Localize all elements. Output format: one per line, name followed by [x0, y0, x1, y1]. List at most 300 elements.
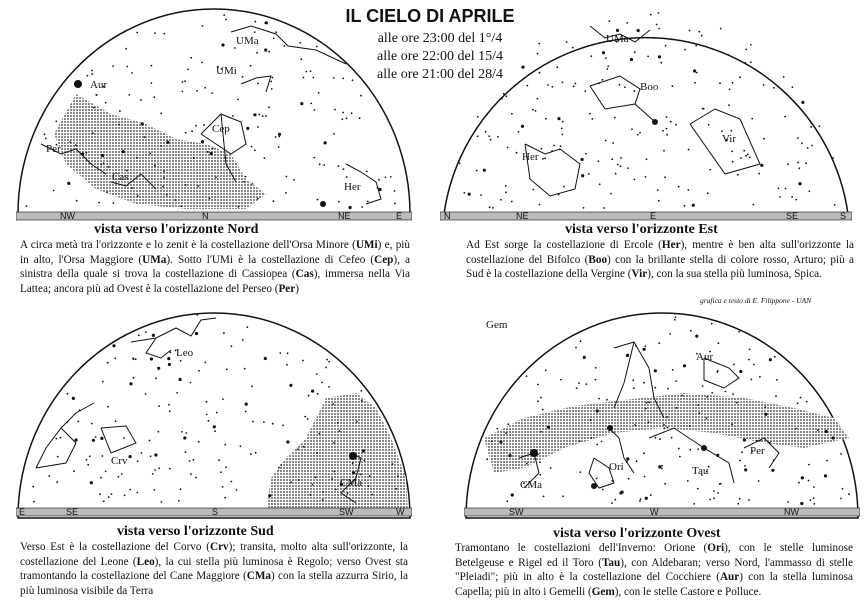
star [693, 503, 695, 505]
star [185, 184, 187, 186]
title-sud: vista verso l'orizzonte Sud [117, 524, 274, 539]
star [539, 72, 541, 74]
star [204, 87, 206, 89]
star [275, 136, 277, 138]
star [736, 402, 738, 404]
star [648, 421, 650, 423]
star [599, 183, 601, 185]
star [506, 95, 508, 97]
star [346, 117, 348, 119]
star [595, 379, 597, 381]
star [539, 474, 541, 476]
text-est: Ad Est sorge la costellazione di Ercole (Her), mentre è ben alta sull'orizzonte la costellazione del Bifolco (Boo) con la brillante stella di colore rosso, Arturo; più a Sud è la costellazione della Vergine (Vir), con la sua stella più luminosa, Spica. [466, 239, 854, 280]
star [378, 179, 380, 181]
star [619, 84, 621, 86]
star [293, 179, 295, 181]
star [663, 150, 665, 152]
star [102, 455, 104, 457]
star [678, 448, 680, 450]
star [346, 176, 348, 178]
star [684, 205, 686, 207]
star [26, 205, 28, 207]
star [624, 86, 626, 88]
star [286, 364, 288, 366]
star [648, 402, 650, 404]
star [585, 153, 587, 155]
star [477, 135, 479, 137]
star [182, 91, 184, 93]
star [317, 393, 319, 395]
star [687, 189, 689, 191]
star [367, 201, 369, 203]
star [140, 99, 142, 101]
star [201, 140, 204, 143]
star [798, 182, 801, 185]
star [263, 421, 265, 423]
star [137, 195, 139, 197]
star [106, 191, 108, 193]
star [137, 460, 139, 462]
star [601, 441, 603, 443]
star [639, 132, 641, 134]
star [589, 113, 591, 115]
star [76, 200, 78, 202]
star [753, 204, 755, 206]
star [67, 393, 69, 395]
star [258, 114, 260, 116]
star [665, 45, 667, 47]
star [254, 31, 256, 33]
star [614, 117, 616, 119]
star [342, 112, 344, 114]
star [176, 392, 178, 394]
star [87, 464, 89, 466]
star [695, 45, 697, 47]
star [271, 88, 273, 90]
star [632, 379, 634, 381]
star [718, 342, 720, 344]
star [163, 177, 165, 179]
star [643, 348, 646, 351]
star [658, 28, 660, 30]
star [542, 409, 544, 411]
star [252, 421, 254, 423]
star [361, 206, 363, 208]
star [270, 81, 272, 83]
star [360, 390, 362, 392]
star [644, 476, 646, 478]
star [136, 32, 138, 34]
star [164, 33, 166, 35]
star [246, 127, 249, 130]
star [808, 480, 810, 482]
star [268, 106, 270, 108]
star [679, 456, 681, 458]
star [832, 157, 834, 159]
star [732, 393, 734, 395]
star [620, 157, 622, 159]
star [257, 126, 259, 128]
star [240, 445, 242, 447]
star [203, 124, 205, 126]
star [69, 141, 71, 143]
star [187, 69, 189, 71]
star [397, 475, 399, 477]
star [526, 463, 528, 465]
star [289, 384, 292, 387]
dir-s: S [212, 507, 219, 517]
star [684, 49, 686, 51]
star [56, 481, 58, 483]
star [643, 382, 645, 384]
dir-ne: NE [516, 211, 529, 221]
star [692, 204, 695, 207]
star [93, 107, 95, 109]
star [654, 387, 656, 389]
star [133, 377, 135, 379]
star [362, 449, 365, 452]
star [114, 357, 116, 359]
star [215, 177, 217, 179]
star [658, 200, 660, 202]
star [738, 331, 740, 333]
star [544, 157, 546, 159]
star [211, 92, 213, 94]
star [575, 83, 577, 85]
star [500, 199, 502, 201]
star [801, 142, 803, 144]
star [182, 81, 184, 83]
star [102, 381, 104, 383]
star [595, 367, 597, 369]
star [795, 199, 797, 201]
star [817, 429, 819, 431]
star [180, 205, 182, 207]
star [579, 471, 581, 473]
star [539, 461, 541, 463]
star [603, 207, 605, 209]
star [141, 122, 144, 125]
star [338, 165, 340, 167]
star [560, 379, 562, 381]
star [743, 438, 746, 441]
star [616, 29, 619, 32]
star [318, 433, 320, 435]
star [631, 128, 633, 130]
star [101, 164, 103, 166]
star [468, 193, 471, 196]
text-sud: Verso Est è la costellazione del Corvo (Crv); transita, molto alta sull'orizzonte, la costellazione del Leone (Leo), la cui stella più luminosa è Regolo; verso Ovest sta tramontando la costellazione del Cane Maggiore (CMa) con la stella azzurra Sirio, la più luminosa visibile da Terra [20, 541, 408, 597]
star [719, 82, 721, 84]
star [537, 98, 539, 100]
star [152, 473, 154, 475]
star [272, 77, 274, 79]
star [779, 196, 781, 198]
star [145, 393, 147, 395]
star [334, 109, 336, 111]
time-1: alle ore 23:00 del 1°/4 [377, 31, 503, 46]
star [238, 206, 240, 208]
star [646, 158, 648, 160]
star [312, 484, 314, 486]
star [747, 154, 749, 156]
star [545, 369, 547, 371]
star [658, 465, 661, 468]
star [33, 501, 35, 503]
star [152, 334, 155, 337]
star [155, 377, 157, 379]
star [225, 466, 227, 468]
star [658, 55, 661, 58]
star [242, 339, 244, 341]
star [246, 326, 248, 328]
star [326, 359, 328, 361]
label-leo: Leo [176, 347, 194, 359]
star [806, 401, 808, 403]
star [89, 455, 91, 457]
star [588, 173, 590, 175]
star [394, 190, 396, 192]
star [764, 406, 766, 408]
star [764, 413, 767, 416]
star [713, 490, 715, 492]
star [611, 502, 613, 504]
star [707, 192, 709, 194]
star [557, 117, 560, 120]
star [196, 314, 198, 316]
star [210, 152, 213, 155]
star [352, 462, 354, 464]
star [532, 189, 534, 191]
star [675, 380, 677, 382]
star [190, 473, 192, 475]
star [511, 113, 513, 115]
star [676, 407, 678, 409]
star [195, 332, 198, 335]
star [96, 94, 98, 96]
star [607, 68, 609, 70]
star [783, 76, 785, 78]
star [151, 82, 153, 84]
star [798, 167, 800, 169]
star [315, 477, 317, 479]
star [739, 370, 742, 373]
star [602, 51, 605, 54]
star [105, 471, 107, 473]
star [637, 134, 639, 136]
star [302, 360, 304, 362]
star [234, 47, 236, 49]
star [537, 400, 539, 402]
star [150, 455, 152, 457]
star [672, 369, 674, 371]
label-uma: UMa [606, 33, 629, 45]
time-3: alle ore 21:00 del 28/4 [377, 67, 503, 82]
star [670, 121, 672, 123]
star [562, 495, 564, 497]
star [666, 128, 668, 130]
star [226, 368, 228, 370]
star [526, 375, 528, 377]
star [562, 121, 564, 123]
star [749, 349, 751, 351]
star [744, 62, 746, 64]
star [278, 133, 281, 136]
star [737, 503, 739, 505]
star [698, 31, 700, 33]
star [101, 154, 104, 157]
star [842, 488, 844, 490]
star [311, 390, 314, 393]
star [681, 395, 683, 397]
star [185, 451, 187, 453]
star [745, 155, 747, 157]
star [385, 177, 387, 179]
star [75, 144, 77, 146]
star [333, 133, 335, 135]
star [776, 379, 778, 381]
star [824, 474, 827, 477]
star [145, 331, 147, 333]
star [222, 486, 224, 488]
star [728, 104, 730, 106]
star [151, 65, 153, 67]
star [672, 85, 674, 87]
star [576, 387, 578, 389]
label-gem: Gem [486, 319, 508, 331]
star [645, 176, 647, 178]
star [585, 383, 587, 385]
star [695, 335, 698, 338]
star [540, 431, 542, 433]
star [591, 118, 593, 120]
star [154, 469, 156, 471]
star [119, 110, 121, 112]
star [264, 157, 266, 159]
star [637, 29, 640, 32]
star [48, 475, 50, 477]
star [204, 361, 206, 363]
star [129, 382, 132, 385]
star [313, 157, 315, 159]
star [797, 162, 799, 164]
star [305, 71, 307, 73]
star [750, 44, 752, 46]
star [489, 206, 491, 208]
star [100, 437, 103, 440]
star [753, 364, 755, 366]
star [535, 110, 537, 112]
star [90, 481, 93, 484]
label-cma: CMa [520, 479, 542, 491]
star [688, 149, 690, 151]
chart-ovest [464, 308, 860, 526]
star [390, 176, 392, 178]
star [477, 116, 479, 118]
star [660, 62, 662, 64]
star [758, 173, 760, 175]
star [92, 132, 94, 134]
star [717, 492, 719, 494]
star [661, 465, 663, 467]
credit-line: grafica e testo di E. Filippone - UAN [700, 296, 812, 305]
star [690, 330, 692, 332]
star [282, 424, 284, 426]
star [223, 332, 225, 334]
star [801, 101, 804, 104]
star [716, 371, 718, 373]
star [158, 467, 160, 469]
star [236, 489, 238, 491]
star [150, 357, 153, 360]
star [483, 169, 486, 172]
star [232, 115, 234, 117]
dir-ne: NE [338, 211, 351, 221]
star [310, 70, 312, 72]
star [169, 468, 171, 470]
page-title: IL CIELO DI APRILE [345, 6, 515, 26]
star [197, 185, 199, 187]
star [126, 66, 128, 68]
star [166, 194, 168, 196]
chart-sud [16, 308, 412, 526]
star [485, 131, 487, 133]
star [154, 32, 156, 34]
star [689, 425, 691, 427]
star [225, 19, 227, 21]
star [178, 500, 180, 502]
star [795, 428, 797, 430]
star [739, 460, 741, 462]
star [561, 128, 563, 130]
star [575, 347, 577, 349]
label-aur: Aur [90, 79, 108, 91]
star [834, 204, 836, 206]
star [627, 167, 629, 169]
star [645, 408, 647, 410]
star [161, 501, 163, 503]
star [86, 152, 88, 154]
star [590, 419, 592, 421]
star [800, 397, 802, 399]
star [573, 86, 575, 88]
star [262, 115, 264, 117]
star [610, 193, 612, 195]
star [656, 24, 658, 26]
star [257, 83, 259, 85]
star [459, 163, 461, 165]
star [654, 369, 657, 372]
star [339, 430, 341, 432]
star [275, 31, 277, 33]
star [553, 145, 555, 147]
star [312, 77, 314, 79]
star [351, 112, 353, 114]
star [272, 423, 274, 425]
label-cas: Cas [112, 171, 129, 183]
star [245, 411, 247, 413]
star [578, 382, 580, 384]
star [644, 345, 646, 347]
star [328, 386, 330, 388]
star [792, 86, 794, 88]
star [394, 202, 396, 204]
star [751, 118, 753, 120]
star [463, 192, 465, 194]
star [739, 498, 741, 500]
star [797, 402, 799, 404]
star [630, 58, 633, 61]
